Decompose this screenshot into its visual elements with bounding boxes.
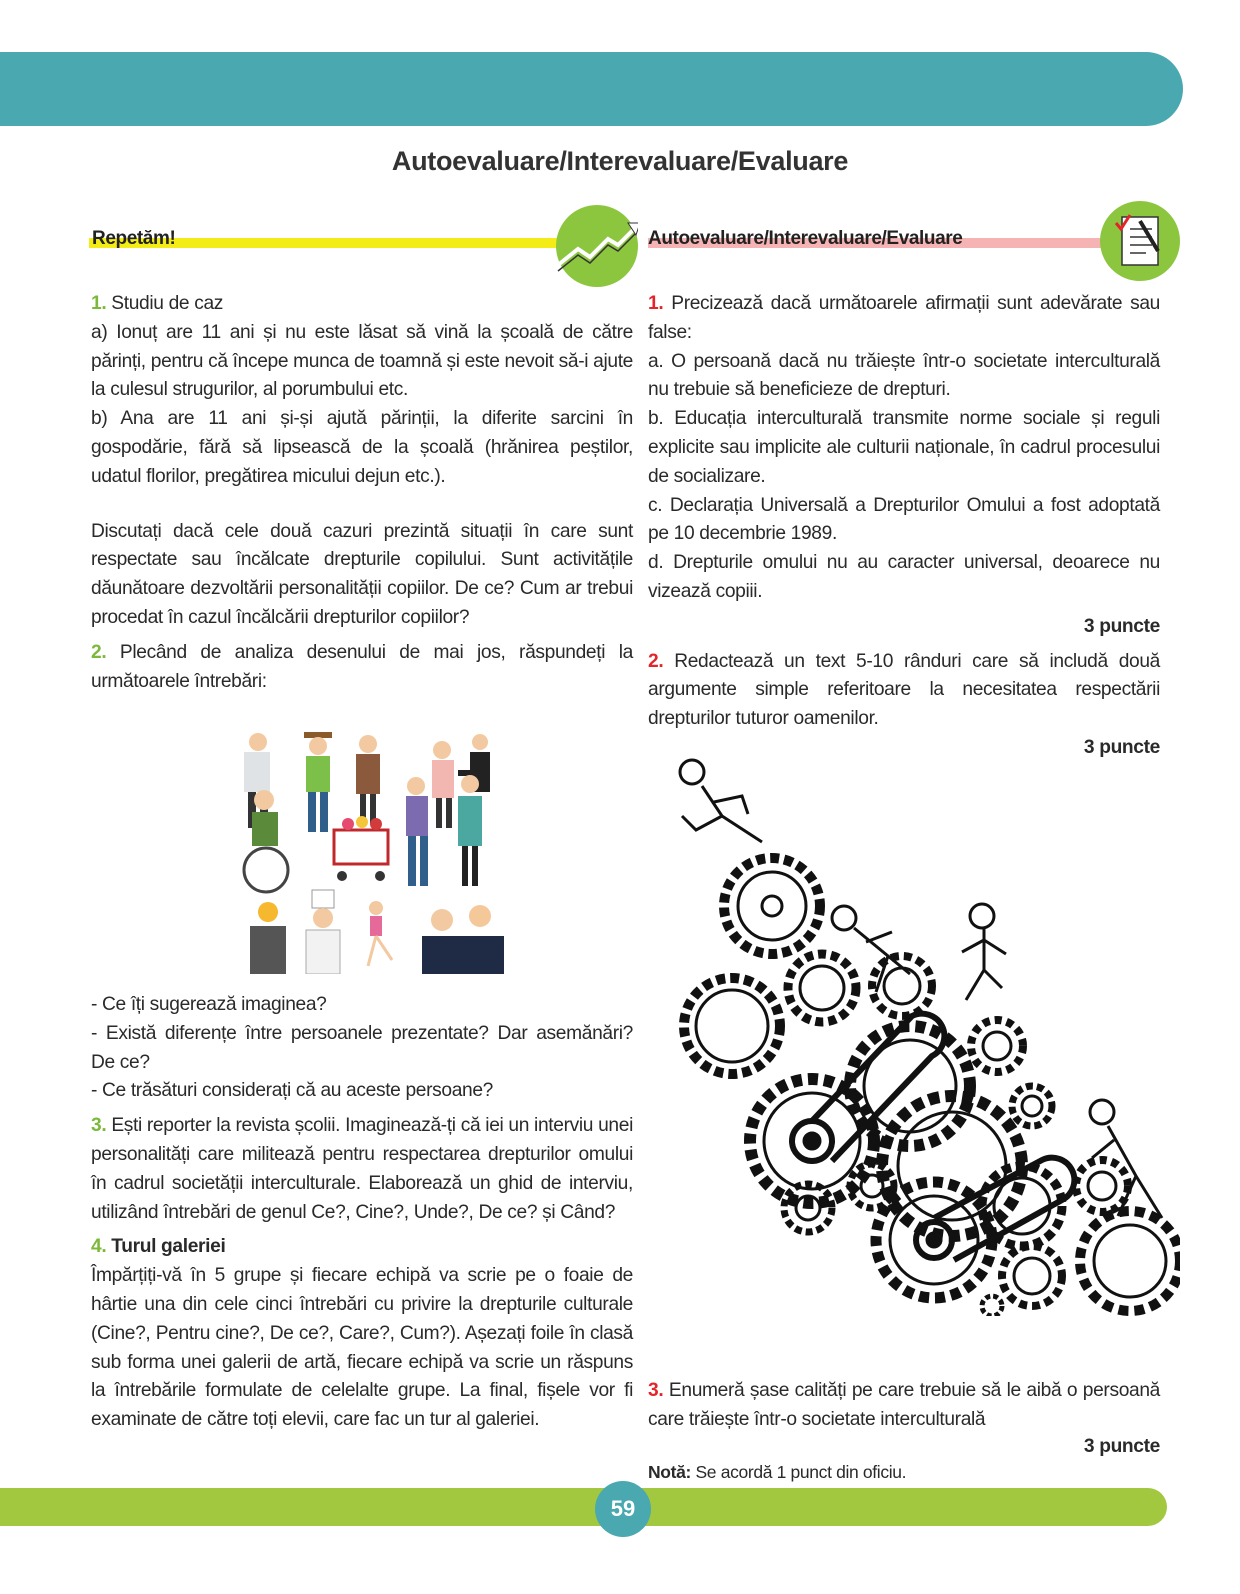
ex1-case-b: b) Ana are 11 ani și-și ajută părinții, la diferite sarcini în gospodărie, fără să lipsească de la școală (hrănirea peștilor, udatul florilor, pregătirea micului dejun etc.).: [91, 408, 633, 487]
gear-figure: [1076, 1160, 1128, 1212]
eval1-text: Precizează dacă următoarele afirmații sunt adevărate sau false:: [648, 293, 1160, 343]
ex4-title: Turul galeriei: [111, 1236, 226, 1258]
person-woman-purple-figure: [406, 777, 428, 886]
footer-band: [0, 1488, 1167, 1526]
ex3-text: Ești reporter la revista școlii. Imaginează-ți că iei un interviu unei personalități care militează pentru respectarea drepturilor omului în cadrul societății interculturale. Elaborează un ghid de interviu, utilizând întrebări de genul Ce?, Cine?, Unde?, De ce? și Când?: [91, 1115, 633, 1223]
person-woman-brown-figure: [356, 735, 380, 824]
eval2-number: 2.: [648, 650, 664, 672]
eval1-statement-b: b. Educația interculturală transmite norme sociale și reguli explicite sau implicite ale culturii naționale, în cadrul procesului de socializare.: [648, 408, 1160, 487]
page-title: Autoevaluare/Interevaluare/Evaluare: [391, 146, 849, 176]
gear-figure: [724, 858, 820, 954]
person-woman-pink-figure: [432, 741, 454, 828]
ex2-question-1: - Ce îți sugerează imaginea?: [91, 994, 327, 1015]
right-section-heading: Autoevaluare/Interevaluare/Evaluare: [648, 228, 963, 249]
ex1-number: 1.: [91, 293, 107, 314]
ex2-question-2: - Există diferențe între persoanele prezentate? Dar asemănări? De ce?: [91, 1022, 633, 1073]
ex4-text: Împărțiți-vă în 5 grupe și fiecare echipă va scrie pe o foaie de hârtie una din cele cinci întrebări cu privire la drepturile culturale (Cine?, Pentru cine?, De ce?, Care?, Cum?). Așezați foile în clasă sub forma unei galerii de artă, fiecare echipă va scrie un răspuns la întrebările formulate de celelalte grupe. La final, fișele vor fi examinate de către toți elevii, care fac un tur al galeriei.: [91, 1265, 633, 1431]
left-column-bottom: [91, 991, 633, 1435]
ex4-number: 4.: [91, 1236, 107, 1258]
header-band: [0, 52, 1183, 126]
growth-chart-icon: [556, 205, 638, 287]
eval3-number: 3.: [648, 1380, 664, 1401]
gear-figure: [971, 1020, 1023, 1072]
eval2-points: 3 puncte: [1083, 736, 1160, 758]
shopping-cart-figure: [334, 816, 388, 881]
ex2-question-3: - Ce trăsături considerați că au aceste persoane?: [91, 1080, 494, 1102]
gear-figure: [788, 954, 856, 1022]
gear-figure: [1002, 1246, 1062, 1306]
left-column-top: [91, 290, 633, 696]
note-text: Se acordă 1 punct din oficiu.: [695, 1461, 907, 1482]
person-worker-figure: [250, 902, 286, 974]
eval1-statement-d: d. Drepturile omului nu au caracter universal, deoarece nu vizează copiii.: [648, 552, 1160, 602]
person-chef-figure: [306, 890, 340, 974]
gear-figure: [1012, 1086, 1052, 1126]
people-meeting-figure: [422, 905, 504, 974]
ex1-discussion: Discutați dacă cele două cazuri prezintă situații în care sunt respectate sau încălcate drepturile copilului. Sunt activitățile dăunătoare dezvoltării personalității copiilor. De ce? Cum ar trebui procedat în cazul încălcării drepturilor copiilor?: [91, 520, 633, 628]
gear-figure: [882, 1096, 1022, 1236]
ex3-number: 3.: [91, 1115, 107, 1137]
ex2-text: Plecând de analiza desenului de mai jos, răspundeți la următoarele întrebări:: [91, 641, 633, 692]
gear-figure: [872, 956, 932, 1016]
gear-figure: [684, 978, 780, 1074]
right-column-bottom: [648, 1377, 1160, 1485]
ex2-number: 2.: [91, 641, 107, 663]
eval1-statement-c: c. Declarația Universală a Drepturilor Omului a fost adoptată pe 10 decembrie 1989.: [648, 494, 1160, 545]
eval1-number: 1.: [648, 293, 664, 314]
left-section-heading: Repetăm!: [92, 228, 176, 249]
eval3-text: Enumeră șase calități pe care trebuie să le aibă o persoană care trăiește într-o societate interculturală: [648, 1380, 1160, 1430]
gears-teamwork-illustration: [662, 756, 1180, 1316]
person-running-figure: [680, 760, 762, 842]
diverse-people-illustration: [236, 730, 508, 974]
ex1-title: Studiu de caz: [111, 293, 224, 314]
person-walking-figure: [962, 904, 1006, 1000]
eval3-points: 3 puncte: [1083, 1435, 1160, 1457]
person-dancer-figure: [368, 901, 392, 966]
note-label: Notă:: [648, 1461, 691, 1482]
eval2-text: Redactează un text 5-10 rânduri care să includă două argumente simple referitoare la necesitatea respectării drepturilor tuturor oamenilor.: [648, 650, 1161, 730]
eval1-statement-a: a. O persoană dacă nu trăiește într-o societate interculturală nu trebuie să beneficieze de drepturi.: [648, 350, 1160, 401]
eval1-points: 3 puncte: [1083, 615, 1160, 637]
right-column-top: [648, 290, 1160, 763]
ex1-case-a: a) Ionuț are 11 ani și nu este lăsat să vină la școală de către părinți, pentru că începe munca de toamnă și este nevoit să-i ajute la culesul strugurilor, al porumbului etc.: [91, 321, 633, 401]
gear-figure: [982, 1296, 1002, 1316]
person-farmer-figure: [304, 732, 332, 832]
checklist-icon: [1100, 201, 1180, 281]
page-number: 59: [595, 1481, 651, 1537]
gear-figure: [1080, 1211, 1180, 1311]
